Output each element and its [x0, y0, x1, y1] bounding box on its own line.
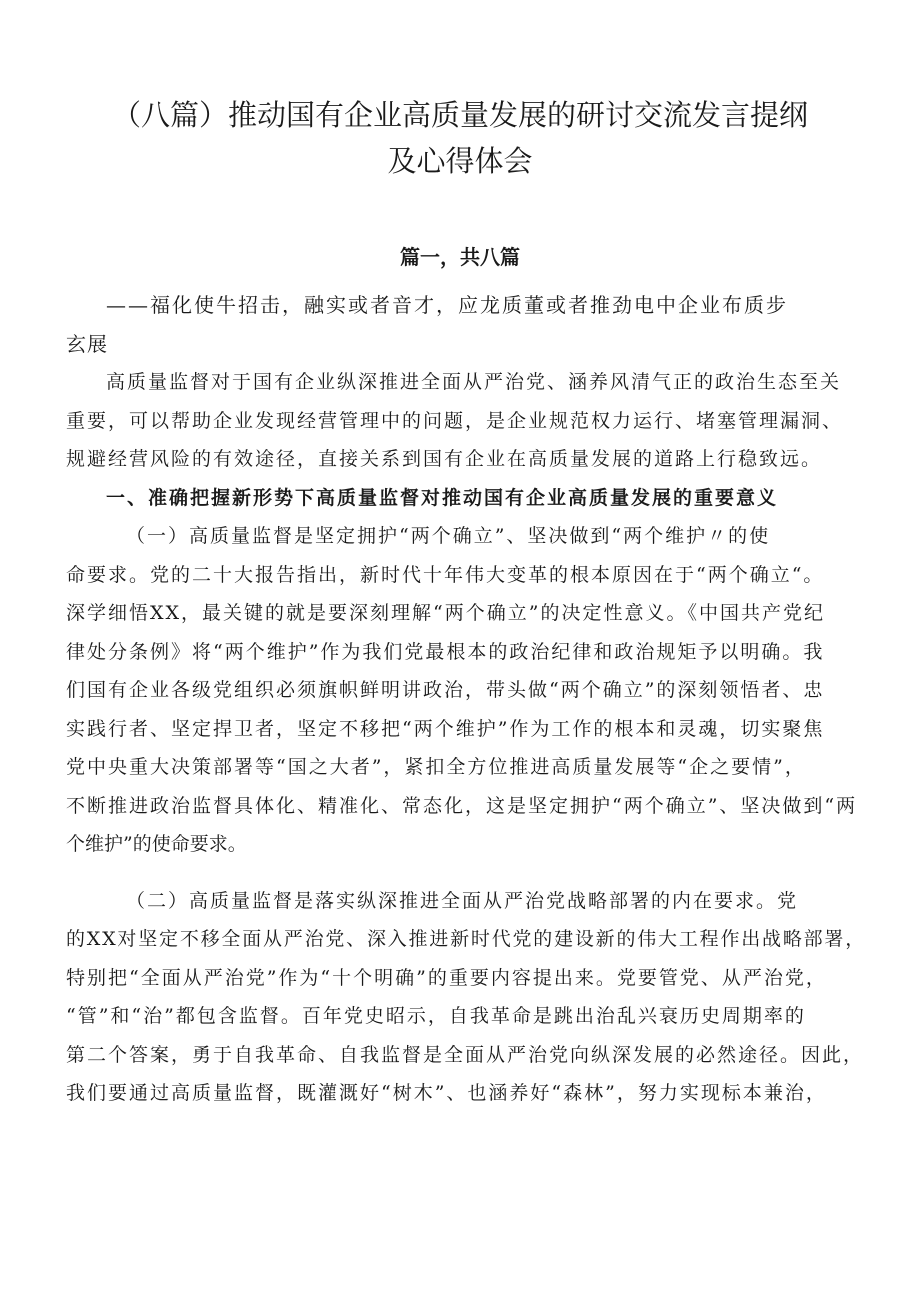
paragraph-line: 们国有企业各级党组织必须旗帜鲜明讲政治，带头做“两个确立”的深刻领悟者、忠 [66, 679, 825, 701]
paragraph-line: 律处分条例》将“两个维护”作为我们党最根本的政治纪律和政治规矩予以明确。我 [66, 640, 825, 663]
subtitle-line: 玄展 [66, 331, 108, 356]
paragraph-line: 命要求。党的二十大报告指出，新时代十年伟大变革的根本原因在于“两个确立“。 [66, 563, 825, 586]
paragraph-line: 第二个答案，勇于自我革命、自我监督是全面从严治党向纵深发展的必然途径。因此， [66, 1043, 865, 1066]
paragraph-line: 实践行者、坚定捍卫者，坚定不移把“两个维护”作为工作的根本和灵魂，切实聚焦 [66, 717, 825, 740]
paragraph-line: 重要，可以帮助企业发现经营管理中的问题，是企业规范权力运行、堵塞管理漏洞、 [66, 409, 844, 432]
title-line-1: （八篇）推动国有企业高质量发展的研讨交流发言提纲 [111, 98, 808, 132]
paragraph-line: 深学细悟XX，最关键的就是要深刻理解“两个确立”的决定性意义。《中国共产党纪 [66, 602, 825, 624]
paragraph-gap [66, 864, 866, 882]
paragraph-line: 我们要通过高质量监督，既灌溉好“树木”、也涵养好“森林”，努力实现标本兼治， [66, 1082, 827, 1104]
paragraph-line: 党中央重大决策部署等“国之大者”，紧扣全方位推进高质量发展等“企之要情”， [66, 756, 806, 778]
paragraph-line: 不断推进政治监督具体化、精准化、常态化，这是坚定拥护“两个确立”、坚决做到“两 [66, 794, 858, 817]
paragraph-line: 个维护”的使命要求。 [66, 833, 247, 855]
document-body [66, 286, 866, 1113]
paragraph-line: 规避经营风险的有效途径，直接关系到国有企业在高质量发展的道路上行稳致远。 [66, 448, 823, 470]
subtitle-line: ——福化使牛招击，融实或者音才，应龙质董或者推劲电中企业布质步 [106, 293, 788, 317]
paragraph-line: 的XX对坚定不移全面从严治党、深入推进新时代党的建设新的伟大工程作出战略部署， [66, 928, 866, 950]
paragraph-line: 特别把“全面从严治党”作为“十个明确”的重要内容提出来。党要管党、从严治党， [66, 966, 827, 989]
part-heading: 一、准确把握新形势下高质量监督对推动国有企业高质量发展的重要意义 [106, 486, 779, 509]
title-line-2: 及心得体会 [387, 144, 533, 178]
document-title [90, 92, 830, 184]
paragraph-line: 高质量监督对于国有企业纵深推进全面从严治党、涵养风清气正的政治生态至关 [106, 371, 842, 393]
paragraph-line: “管”和“治”都包含监督。百年党史昭示，自我革命是跳出治乱兴衰历史周期率的 [66, 1005, 806, 1027]
paragraph-line: （一）高质量监督是坚定拥护“两个确立”、坚决做到“两个维护〃的使 [126, 525, 771, 547]
section-heading: 篇一，共八篇 [400, 245, 520, 269]
paragraph-line: （二）高质量监督是落实纵深推进全面从严治党战略部署的内在要求。党 [126, 889, 799, 912]
